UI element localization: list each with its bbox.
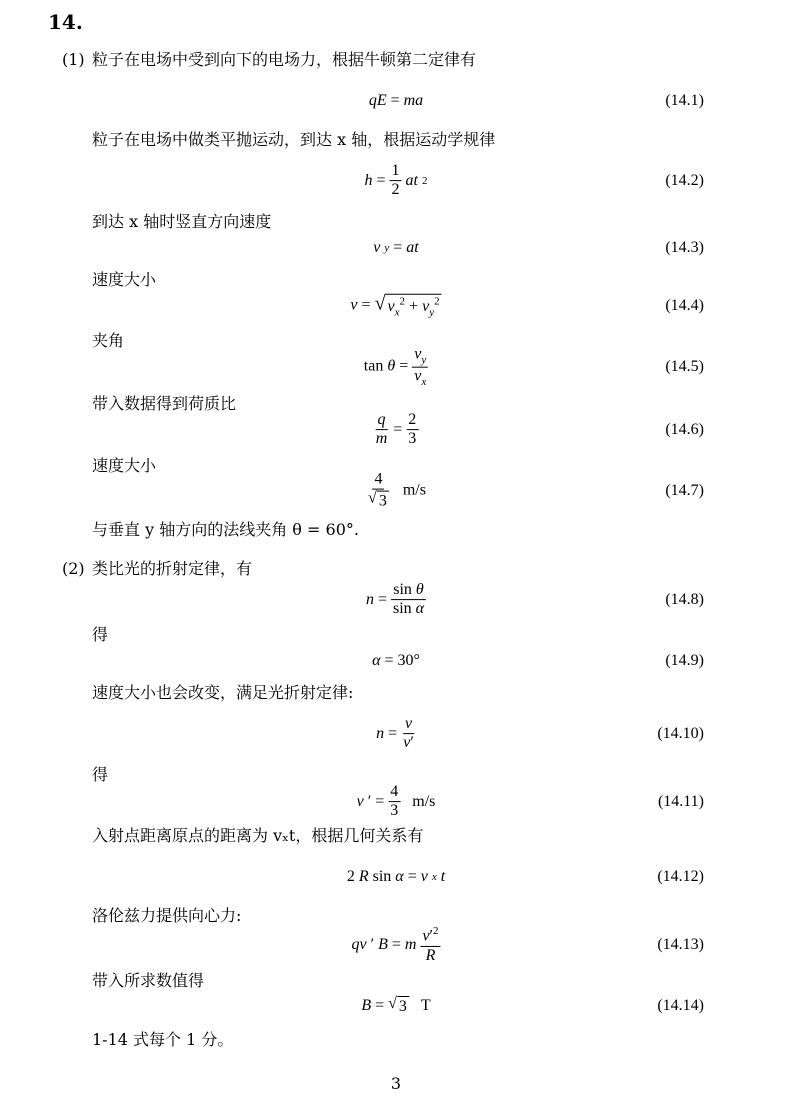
text-line: 速度大小也会改变，满足光折射定律: bbox=[92, 683, 354, 702]
text-line: 与垂直 y 轴方向的法线夹角 θ = 60°. bbox=[92, 520, 359, 539]
equation-expr: n = $\frac{\text{sin θ}}{\text{sin α}}$ bbox=[365, 581, 425, 618]
unit: m/s bbox=[402, 482, 426, 499]
equation-tag: (14.2) bbox=[665, 172, 704, 189]
equation-expr: qv ′ B = m $\frac{v'^2}{R}$ bbox=[351, 924, 439, 964]
equation-tag: (14.8) bbox=[665, 591, 704, 608]
fraction-numerator: 2 bbox=[406, 411, 418, 430]
scoring-note: 1-14 式每个 1 分。 bbox=[92, 1030, 234, 1049]
equation-tag: (14.6) bbox=[665, 421, 704, 438]
fraction-numerator: 4 bbox=[388, 783, 400, 802]
text-line: 得 bbox=[92, 765, 109, 784]
part-number: (1) bbox=[62, 50, 85, 69]
text-line: 速度大小 bbox=[92, 270, 157, 289]
fraction-numerator: 4 bbox=[372, 471, 384, 490]
text-line: 带入所求数值得 bbox=[92, 971, 205, 990]
equation-expr: $\frac{q}{m}$ = $\frac{2}{3}$ bbox=[375, 411, 417, 448]
equation-tag: (14.9) bbox=[665, 652, 704, 669]
equation-tag: (14.4) bbox=[665, 297, 704, 314]
equation-tag: (14.11) bbox=[657, 793, 704, 810]
text-line: 速度大小 bbox=[92, 456, 157, 475]
equation-tag: (14.7) bbox=[665, 482, 704, 499]
part-number: (2) bbox=[62, 559, 85, 578]
equation-tag: (14.12) bbox=[657, 868, 704, 885]
equation-expr: B = √ 3 T bbox=[361, 995, 431, 1015]
text-line: 入射点距离原点的距离为 vₓt，根据几何关系有 bbox=[92, 826, 424, 845]
equation-tag: (14.13) bbox=[657, 936, 704, 953]
equation-tag: (14.10) bbox=[657, 725, 704, 742]
part-1-intro bbox=[62, 49, 476, 71]
equation-expr: v = √ $v_x^2 + v_y^2$ bbox=[350, 292, 440, 319]
equation-expr: tan θ = $\frac{v_y}{v_x}$ bbox=[363, 345, 427, 388]
text-line: 粒子在电场中做类平抛运动，到达 x 轴，根据运动学规律 bbox=[92, 130, 496, 149]
problem-number: 14. bbox=[48, 10, 83, 34]
fraction-denominator: 3 bbox=[408, 430, 417, 448]
unit: T bbox=[420, 997, 431, 1014]
radicand: 3 bbox=[398, 998, 407, 1015]
equation-expr: v y = at bbox=[373, 239, 419, 256]
text-line: 洛伦兹力提供向心力: bbox=[92, 906, 242, 925]
equation-expr: h = $\frac{1}{2}$ at 2 bbox=[364, 162, 428, 199]
part-text: 粒子在电场中受到向下的电场力，根据牛顿第二定律有 bbox=[92, 50, 477, 69]
part-text: 类比光的折射定律，有 bbox=[92, 559, 253, 578]
text-line: 夹角 bbox=[92, 331, 125, 350]
radicand: 3 bbox=[378, 493, 387, 510]
text-line: 到达 x 轴时竖直方向速度 bbox=[92, 212, 272, 231]
fraction-denominator: 3 bbox=[390, 802, 399, 820]
equation-value: 30° bbox=[397, 652, 420, 669]
equation-expr: n = $\frac{v}{v'}$ bbox=[376, 715, 414, 752]
equation-expr: 2 R sin α = v x t bbox=[346, 868, 446, 885]
equation-expr: v ′ = $\frac{4}{3}$ m/s bbox=[356, 783, 436, 820]
equation-tag: (14.14) bbox=[657, 997, 704, 1014]
equation-tag: (14.5) bbox=[665, 358, 704, 375]
equation-expr: α = 30° bbox=[372, 652, 420, 669]
unit: m/s bbox=[412, 793, 436, 810]
page-number: 3 bbox=[390, 1074, 402, 1093]
equation-tag: (14.3) bbox=[665, 239, 704, 256]
equation-tag: (14.1) bbox=[665, 92, 704, 109]
text-line: 带入数据得到荷质比 bbox=[92, 394, 237, 413]
text-line: 得 bbox=[92, 625, 109, 644]
part-2-intro bbox=[62, 558, 252, 580]
equation-expr: 4 √ 3 m/s bbox=[368, 470, 426, 510]
equation-expr: qE = ma bbox=[368, 92, 424, 109]
